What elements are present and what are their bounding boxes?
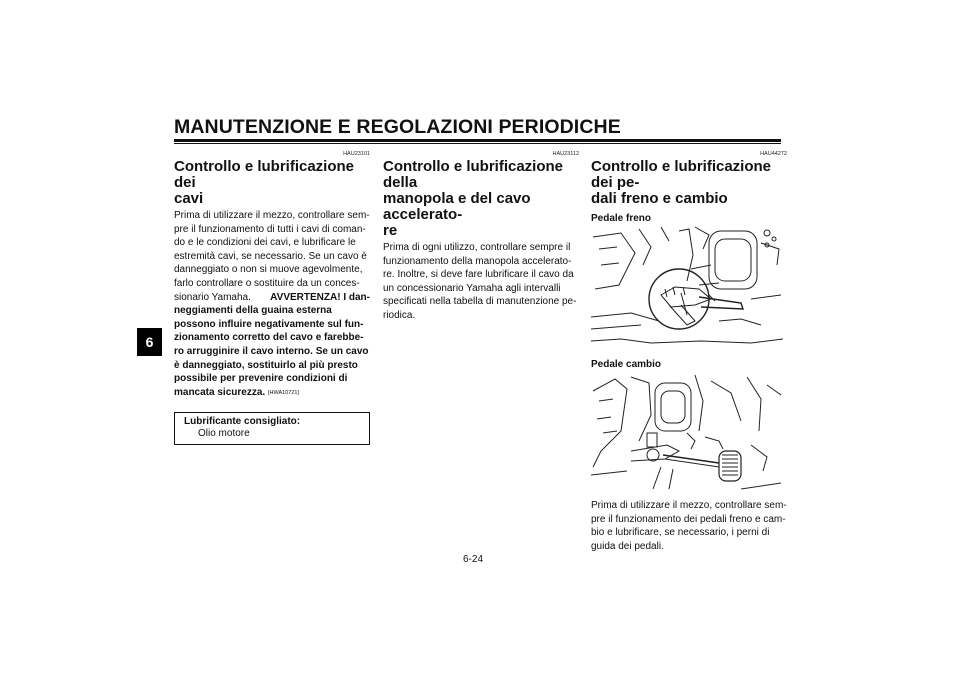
warning-line: mancata sicurezza.	[174, 386, 266, 398]
section-title	[591, 159, 787, 207]
body-line: estremità cavi, se necessario. Se un cavo è	[174, 250, 367, 262]
section-title-line: dali freno e cambio	[591, 190, 728, 207]
body-line: Prima di utilizzare il mezzo, controllare sem-	[174, 210, 370, 221]
section-title	[174, 159, 370, 207]
page-number: 6-24	[463, 554, 484, 565]
body-line: funzionamento della manopola accelerato-	[383, 255, 572, 267]
section-code: HAU23101	[343, 151, 370, 157]
shift-pedal-label: Pedale cambio	[591, 359, 662, 370]
warning-line-last	[174, 386, 370, 401]
section-cables	[174, 150, 370, 445]
header-rule-thin	[174, 143, 781, 144]
chapter-tab: 6	[137, 328, 162, 356]
body-line: un concessionario Yamaha agli intervalli	[383, 282, 561, 294]
page-header-title: MANUTENZIONE E REGOLAZIONI PERIODICHE	[174, 116, 621, 138]
body-line: do e le condizioni dei cavi, e lubrificare le	[174, 237, 356, 249]
section-body	[383, 241, 579, 323]
body-line: sionario Yamaha.	[174, 291, 251, 303]
warning-line: possibile per prevenire condizioni di	[174, 373, 348, 385]
warning-ref-code: [HWA10721]	[267, 389, 299, 396]
lubricant-box	[174, 412, 370, 445]
section-title-line: Controllo e lubrificazione della	[383, 158, 564, 191]
brake-pedal-illustration	[591, 225, 783, 349]
section-body	[174, 209, 370, 400]
body-line: specificati nella tabella di manutenzione pe-	[383, 296, 577, 308]
body-line: bio e lubrificare, se necessario, i perni di	[591, 527, 770, 539]
warning-line: neggiamenti della guaina esterna	[174, 305, 332, 317]
section-title-line: Controllo e lubrificazione dei	[174, 158, 355, 191]
body-line: re. Inoltre, si deve fare lubrificare il cavo da	[383, 269, 574, 281]
body-line: Prima di utilizzare il mezzo, controllare sem-	[591, 500, 787, 511]
body-line: guida dei pedali.	[591, 540, 664, 552]
warning-line: ro arrugginire il cavo interno. Se un cavo	[174, 345, 369, 357]
section-title-line: Controllo e lubrificazione dei pe-	[591, 158, 772, 191]
section-body	[591, 499, 787, 553]
warning-line: possono influire negativamente sul fun-	[174, 318, 364, 330]
warning-line: è danneggiato, sostituirlo al più presto	[174, 359, 358, 371]
header-rule	[174, 139, 781, 142]
body-line: Prima di ogni utilizzo, controllare sempre il	[383, 242, 571, 253]
warning-line: zionamento corretto del cavo e farebbe-	[174, 332, 364, 344]
lubricant-heading: Lubrificante consigliato:	[184, 416, 301, 428]
section-code: HAU44272	[760, 151, 787, 157]
section-title-line: re	[383, 222, 398, 239]
section-title-line: manopola e del cavo accelerato-	[383, 190, 531, 223]
lubricant-value: Olio motore	[198, 428, 250, 440]
warning-line: AVVERTENZA! I dan-	[270, 291, 370, 303]
body-line: farlo controllare o sostituire da un conces-	[174, 277, 360, 289]
body-line: riodica.	[383, 309, 416, 321]
section-throttle	[383, 150, 579, 323]
section-pedals	[591, 150, 787, 553]
section-title-line: cavi	[174, 190, 204, 207]
body-line: pre il funzionamento dei pedali freno e cam-	[591, 513, 786, 525]
section-title	[383, 159, 579, 239]
section-code: HAU23112	[552, 151, 579, 157]
body-line: danneggiato o non si muove agevolmente,	[174, 264, 363, 276]
body-line-mixed	[174, 291, 370, 305]
body-line: pre il funzionamento di tutti i cavi di coman-	[174, 223, 366, 235]
shift-pedal-illustration	[591, 371, 783, 493]
brake-pedal-label: Pedale freno	[591, 213, 652, 224]
